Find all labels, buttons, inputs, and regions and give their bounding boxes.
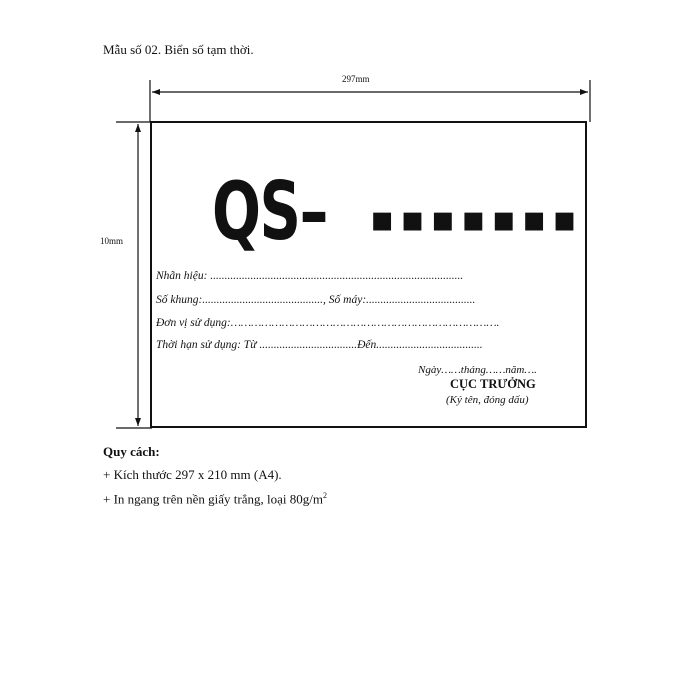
plate-number	[212, 165, 372, 258]
signer-note: (Ký tên, đóng dấu)	[446, 394, 529, 406]
height-dimension-label: 10mm	[100, 236, 124, 246]
superscript-2: 2	[322, 491, 327, 500]
specification-item-print-text: + In ngang trên nền giấy trắng, loại 80g/m	[103, 491, 323, 507]
signature-date: Ngày……tháng……năm….	[418, 364, 537, 376]
brand-field: Nhãn hiệu: ........................................................................................	[156, 270, 464, 282]
plate-prefix: QS–	[212, 165, 327, 258]
specification-item-size: + Kích thước 297 x 210 mm (A4).	[103, 467, 282, 482]
frame-engine-field: Số khung:.........................................., Số máy:......................................	[156, 294, 476, 306]
plate-number-placeholder: ▪▪▪▪▪▪▪	[370, 199, 583, 240]
temporary-plate	[150, 121, 587, 428]
specification-heading: Quy cách:	[103, 444, 160, 459]
signer-title: CỤC TRƯỞNG	[450, 377, 536, 391]
document-title: Mẫu số 02. Biển số tạm thời.	[103, 42, 254, 57]
unit-field: Đơn vị sử dụng:…………………………………………………………………….	[156, 317, 500, 329]
width-dimension-label: 297mm	[342, 74, 370, 84]
validity-field: Thời hạn sử dụng: Từ ..................................Đến.....................................	[156, 339, 483, 351]
specification-item-print	[103, 491, 327, 507]
